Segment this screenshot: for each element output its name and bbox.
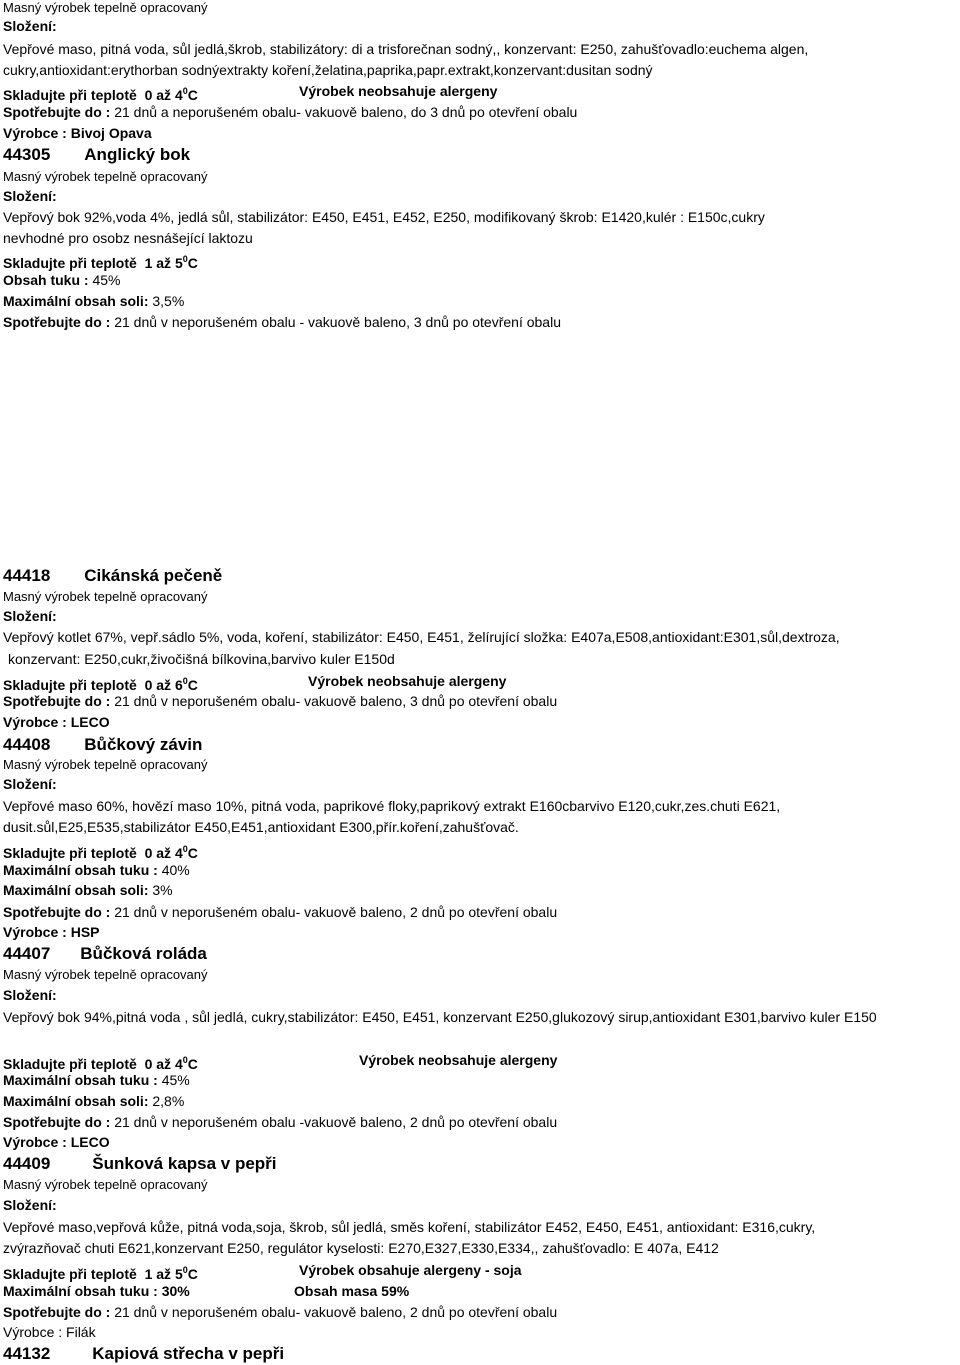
storage-value: 1 až 5 bbox=[144, 255, 183, 271]
storage-line bbox=[3, 1051, 198, 1073]
storage-label: Skladujte při teplotě bbox=[3, 1056, 137, 1072]
use-by-line bbox=[3, 103, 577, 121]
producer-line bbox=[3, 124, 152, 142]
product-code: 44305 bbox=[3, 145, 51, 164]
storage-value: 1 až 5 bbox=[144, 1266, 183, 1282]
producer-line bbox=[3, 923, 100, 941]
product-code: 44132 bbox=[3, 1344, 51, 1363]
producer-line bbox=[3, 713, 110, 731]
composition-label: Složení: bbox=[3, 987, 57, 1003]
producer-value: HSP bbox=[70, 924, 100, 940]
producer-label: Výrobce : bbox=[3, 1134, 67, 1150]
product-code: 44409 bbox=[3, 1154, 51, 1173]
use-by-value: 21 dnů v neporušeném obalu- vakuově baleno, 2 dnů po otevření obalu bbox=[114, 904, 558, 920]
salt-label: Maximální obsah soli: bbox=[3, 882, 149, 898]
storage-unit: C bbox=[187, 845, 198, 861]
storage-label: Skladujte při teplotě bbox=[3, 1266, 137, 1282]
storage-unit: C bbox=[187, 87, 198, 103]
producer-line bbox=[3, 1323, 96, 1341]
composition-line: zvýrazňovač chuti E621,konzervant E250, regulátor kyselosti: E270,E327,E330,E334,, zahušťovadlo: E 407a, E412 bbox=[3, 1240, 719, 1256]
degree-sup: 0 bbox=[182, 86, 188, 96]
composition-label: Složení: bbox=[3, 18, 57, 34]
storage-line bbox=[3, 840, 198, 862]
storage-unit: C bbox=[187, 255, 198, 271]
use-by-value: 21 dnů v neporušeném obalu -vakuově baleno, 2 dnů po otevření obalu bbox=[114, 1114, 558, 1130]
allergen-note: Výrobek neobsahuje alergeny bbox=[308, 673, 507, 689]
producer-value: Filák bbox=[66, 1324, 96, 1340]
salt-line bbox=[3, 881, 173, 899]
product-heading bbox=[3, 1344, 284, 1364]
storage-line bbox=[3, 82, 198, 104]
product-type: Masný výrobek tepelně opracovaný bbox=[3, 967, 208, 982]
degree-sup: 0 bbox=[182, 844, 188, 854]
fat-value: 40% bbox=[161, 862, 190, 878]
composition-line: cukry,antioxidant:erythorban sodnýextrakty koření,želatina,paprika,papr.extrakt,konzervant:dusitan sodný bbox=[3, 62, 653, 78]
storage-label: Skladujte při teplotě bbox=[3, 677, 137, 693]
use-by-line bbox=[3, 903, 557, 921]
producer-value: Bivoj Opava bbox=[70, 125, 152, 141]
product-heading bbox=[3, 735, 202, 755]
composition-line: Vepřové maso, pitná voda, sůl jedlá,škrob, stabilizátory: di a trisforečnan sodný,, konzervant: E250, zahušťovadlo:euchema algen, bbox=[3, 41, 809, 57]
storage-unit: C bbox=[187, 1266, 198, 1282]
product-name: Bůčkový závin bbox=[84, 735, 203, 754]
use-by-value: 21 dnů v neporušeném obalu- vakuově baleno, 3 dnů po otevření obalu bbox=[114, 693, 558, 709]
producer-value: LECO bbox=[70, 1134, 110, 1150]
allergen-note: Výrobek neobsahuje alergeny bbox=[359, 1052, 558, 1068]
storage-label: Skladujte při teplotě bbox=[3, 255, 137, 271]
salt-value: 2,8% bbox=[152, 1093, 185, 1109]
product-name: Bůčková roláda bbox=[80, 944, 207, 963]
composition-label: Složení: bbox=[3, 188, 57, 204]
use-by-label: Spotřebujte do : bbox=[3, 1304, 111, 1320]
degree-sup: 0 bbox=[182, 676, 188, 686]
use-by-line bbox=[3, 692, 557, 710]
use-by-line bbox=[3, 1303, 557, 1321]
product-heading bbox=[3, 145, 190, 165]
product-code: 44408 bbox=[3, 735, 51, 754]
storage-value: 0 až 6 bbox=[144, 677, 183, 693]
composition-line: nevhodné pro osobz nesnášející laktozu bbox=[3, 230, 253, 246]
fat-line bbox=[3, 1071, 190, 1089]
allergen-note: Výrobek neobsahuje alergeny bbox=[299, 83, 498, 99]
composition-line: Vepřový bok 92%,voda 4%, jedlá sůl, stabilizátor: E450, E451, E452, E250, modifikovaný škrob: E1420,kulér : E150c,cukry bbox=[3, 209, 765, 225]
use-by-line bbox=[3, 1113, 557, 1131]
product-type: Masný výrobek tepelně opracovaný bbox=[3, 589, 208, 604]
fat-label: Obsah tuku : bbox=[3, 272, 89, 288]
meat-content: Obsah masa 59% bbox=[294, 1283, 410, 1299]
storage-label: Skladujte při teplotě bbox=[3, 845, 137, 861]
use-by-value: 21 dnů v neporušeném obalu- vakuově baleno, 2 dnů po otevření obalu bbox=[114, 1304, 558, 1320]
storage-value: 0 až 4 bbox=[144, 1056, 183, 1072]
storage-line bbox=[3, 250, 198, 272]
salt-value: 3% bbox=[152, 882, 173, 898]
product-name: Anglický bok bbox=[84, 145, 191, 164]
product-heading bbox=[3, 1154, 277, 1174]
fat-line bbox=[3, 861, 190, 879]
salt-label: Maximální obsah soli: bbox=[3, 293, 149, 309]
use-by-label: Spotřebujte do : bbox=[3, 693, 111, 709]
storage-unit: C bbox=[187, 677, 198, 693]
producer-label: Výrobce : bbox=[3, 125, 67, 141]
product-type: Masný výrobek tepelně opracovaný bbox=[3, 757, 208, 772]
fat-value: 45% bbox=[161, 1072, 190, 1088]
fat-line bbox=[3, 271, 120, 289]
producer-value: LECO bbox=[70, 714, 110, 730]
degree-sup: 0 bbox=[182, 1055, 188, 1065]
storage-value: 0 až 4 bbox=[144, 845, 183, 861]
product-type: Masný výrobek tepelně opracovaný bbox=[3, 0, 208, 15]
salt-value: 3,5% bbox=[152, 293, 185, 309]
use-by-label: Spotřebujte do : bbox=[3, 904, 111, 920]
producer-label: Výrobce : bbox=[3, 714, 67, 730]
composition-line: Vepřové maso 60%, hovězí maso 10%, pitná voda, paprikové floky,paprikový extrakt E160cbarvivo E120,cukr,zes.chuti E621, bbox=[3, 798, 781, 814]
product-name: Šunková kapsa v pepři bbox=[92, 1154, 277, 1173]
product-type: Masný výrobek tepelně opracovaný bbox=[3, 1177, 208, 1192]
storage-line bbox=[3, 672, 198, 694]
product-name: Cikánská pečeně bbox=[84, 566, 223, 585]
salt-line bbox=[3, 292, 184, 310]
storage-line bbox=[3, 1261, 198, 1283]
product-heading bbox=[3, 944, 207, 964]
product-heading bbox=[3, 566, 222, 586]
producer-label: Výrobce : bbox=[3, 924, 67, 940]
fat-label: Maximální obsah tuku : bbox=[3, 1072, 158, 1088]
composition-label: Složení: bbox=[3, 608, 57, 624]
composition-label: Složení: bbox=[3, 776, 57, 792]
composition-line: Vepřové maso,vepřová kůže, pitná voda,soja, škrob, sůl jedlá, směs koření, stabilizátor E452, E450, E451, antioxidant: E316,cukry, bbox=[3, 1219, 816, 1235]
composition-line: Vepřový kotlet 67%, vepř.sádlo 5%, voda, koření, stabilizátor: E450, E451, želírující složka: E407a,E508,antioxidant:E301,sůl,dextroza, bbox=[3, 629, 840, 645]
degree-sup: 0 bbox=[182, 1265, 188, 1275]
composition-label: Složení: bbox=[3, 1197, 57, 1213]
fat-label: Maximální obsah tuku : bbox=[3, 862, 158, 878]
storage-label: Skladujte při teplotě bbox=[3, 87, 137, 103]
use-by-label: Spotřebujte do : bbox=[3, 104, 111, 120]
salt-line bbox=[3, 1092, 184, 1110]
use-by-label: Spotřebujte do : bbox=[3, 1114, 111, 1130]
product-code: 44407 bbox=[3, 944, 51, 963]
producer-label: Výrobce : bbox=[3, 1324, 63, 1340]
use-by-line bbox=[3, 313, 561, 331]
use-by-value: 21 dnů v neporušeném obalu - vakuově baleno, 3 dnů po otevření obalu bbox=[114, 314, 561, 330]
use-by-label: Spotřebujte do : bbox=[3, 314, 111, 330]
allergen-note: Výrobek obsahuje alergeny - soja bbox=[299, 1262, 522, 1278]
composition-line: konzervant: E250,cukr,živočišná bílkovina,barvivo kuler E150d bbox=[8, 651, 395, 667]
product-name: Kapiová střecha v pepři bbox=[92, 1344, 285, 1363]
producer-line bbox=[3, 1133, 110, 1151]
degree-sup: 0 bbox=[182, 254, 188, 264]
fat-value: 45% bbox=[92, 272, 121, 288]
product-code: 44418 bbox=[3, 566, 51, 585]
salt-label: Maximální obsah soli: bbox=[3, 1093, 149, 1109]
use-by-value: 21 dnů a neporušeném obalu- vakuově baleno, do 3 dnů po otevření obalu bbox=[114, 104, 578, 120]
composition-line: dusit.sůl,E25,E535,stabilizátor E450,E451,antioxidant E300,přír.koření,zahušťovač. bbox=[3, 819, 519, 835]
fat-line: Maximální obsah tuku : 30% bbox=[3, 1283, 190, 1299]
storage-unit: C bbox=[187, 1056, 198, 1072]
composition-line: Vepřový bok 94%,pitná voda , sůl jedlá, cukry,stabilizátor: E450, E451, konzervant E250,glukozový sirup,antioxidant E301,barvivo kuler E150 bbox=[3, 1009, 877, 1025]
storage-value: 0 až 4 bbox=[144, 87, 183, 103]
product-type: Masný výrobek tepelně opracovaný bbox=[3, 169, 208, 184]
